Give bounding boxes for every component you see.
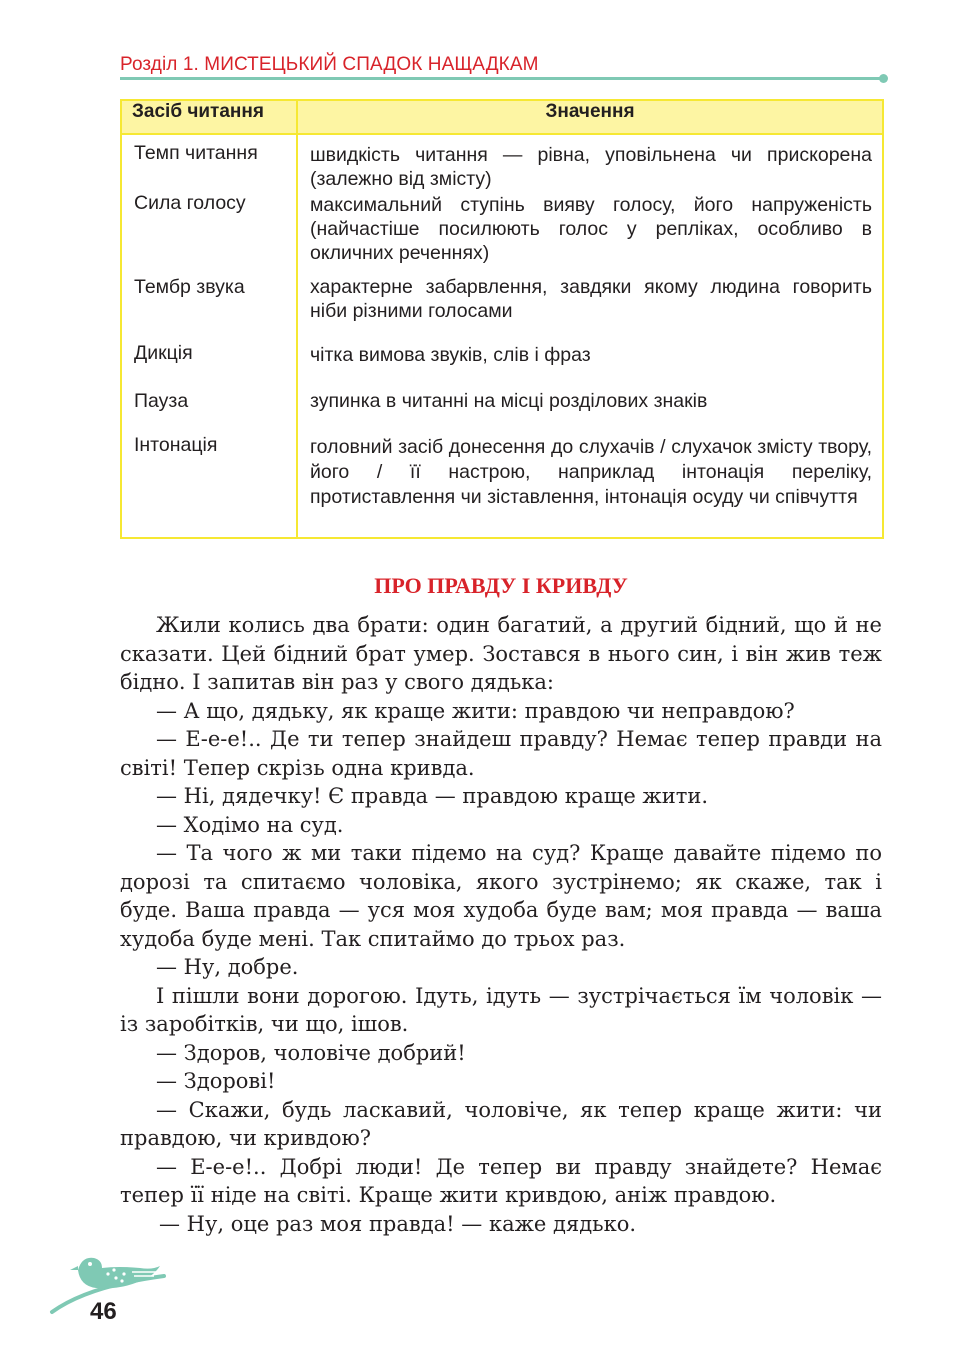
- table-header-cell: Засіб читання: [121, 100, 297, 134]
- table-row: [121, 191, 883, 271]
- page-number: 46: [90, 1298, 117, 1325]
- story-text: [120, 611, 882, 1238]
- story-paragraph: — Е-е-е!.. Добрі люди! Де тепер ви правду знайдете? Немає тепер її ніде на світі. Краще жити кривдою, аніж правдою.: [120, 1154, 882, 1207]
- term-cell: Інтонація: [121, 431, 297, 538]
- table-header-row: [121, 100, 883, 134]
- meaning-cell: зупинка в читанні на місці розділових знаків: [297, 385, 883, 431]
- running-head: Розділ 1. МИСТЕЦЬКИЙ СПАДОК НАЩАДКАМ: [120, 54, 539, 75]
- story-paragraph: — Ходімо на суд.: [156, 812, 344, 837]
- story-title: ПРО ПРАВДУ І КРИВДУ: [374, 573, 628, 598]
- header-rule-dot: [879, 74, 888, 83]
- term-cell: Дикція: [121, 337, 297, 385]
- story-paragraph: — Скажи, будь ласкавий, чоловіче, як тепер краще жити: чи правдою, чи кривдою?: [120, 1097, 882, 1150]
- table-row: [121, 134, 883, 191]
- table-row: [121, 271, 883, 337]
- term-cell: Темп читання: [121, 134, 297, 191]
- meaning-cell: характерне забарвлення, завдяки якому людина говорить ніби різними голосами: [297, 271, 883, 337]
- table-row: [121, 385, 883, 431]
- reading-means-table: [120, 99, 884, 539]
- meaning-cell: чітка вимова звуків, слів і фраз: [297, 337, 883, 385]
- story-paragraph: — Здоров, чоловіче добрий!: [156, 1040, 466, 1065]
- table-header-cell: Значення: [297, 100, 883, 134]
- term-cell: Тембр звука: [121, 271, 297, 337]
- story-paragraph: — Ну, оце раз моя правда! — каже дядько.: [159, 1211, 637, 1236]
- story-paragraph: — Здорові!: [156, 1069, 276, 1093]
- story-paragraph: — Та чого ж ми таки підемо на суд? Краще давайте підемо по дорозі та спитаємо чоловіка, якого зустрінемо; як скаже, так і буде. Ваша правда — уся моя худоба буде вам; моя правда — ваша худоба буде мені. Так спитаймо до трьох раз.: [120, 841, 882, 951]
- story-paragraph: — Е-е-е!.. Де ти тепер знайдеш правду? Немає тепер правди на світі! Тепер скрізь одна кривда.: [120, 727, 882, 780]
- table-row: [121, 337, 883, 385]
- story-paragraph: І пішли вони дорогою. Ідуть, ідуть — зустрічається їм чоловік — із заробітків, чи що, ішов.: [120, 983, 882, 1036]
- header-rule: [120, 77, 882, 80]
- term-cell: Пауза: [121, 385, 297, 431]
- story-paragraph: Жили колись два брати: один багатий, а другий бідний, що й не сказати. Цей бідний брат умер. Зостався в нього син, і він жив теж бідно. І запитав він раз у свого дядька:: [120, 613, 882, 694]
- story-paragraph: — Ну, добре.: [156, 955, 299, 979]
- meaning-cell: головний засіб донесення до слухачів / слухачок змісту твору, його / її настрою, наприклад інтонація переліку, протиставлення чи зіставлення, інтонація осуду чи співчуття: [297, 431, 883, 538]
- story-paragraph: — А що, дядьку, як краще жити: правдою чи неправдою?: [156, 698, 795, 723]
- meaning-cell: швидкість читання — рівна, уповільнена чи прискорена (залежно від змісту): [297, 134, 883, 191]
- meaning-cell: максимальний ступінь вияву голосу, його напруженість (найчастіше посилюють голос у репліках, особливо в окличних реченнях): [297, 191, 883, 271]
- term-cell: Сила голосу: [121, 191, 297, 271]
- story-paragraph: — Ні, дядечку! Є правда — правдою краще жити.: [156, 784, 709, 808]
- table-row: [121, 431, 883, 538]
